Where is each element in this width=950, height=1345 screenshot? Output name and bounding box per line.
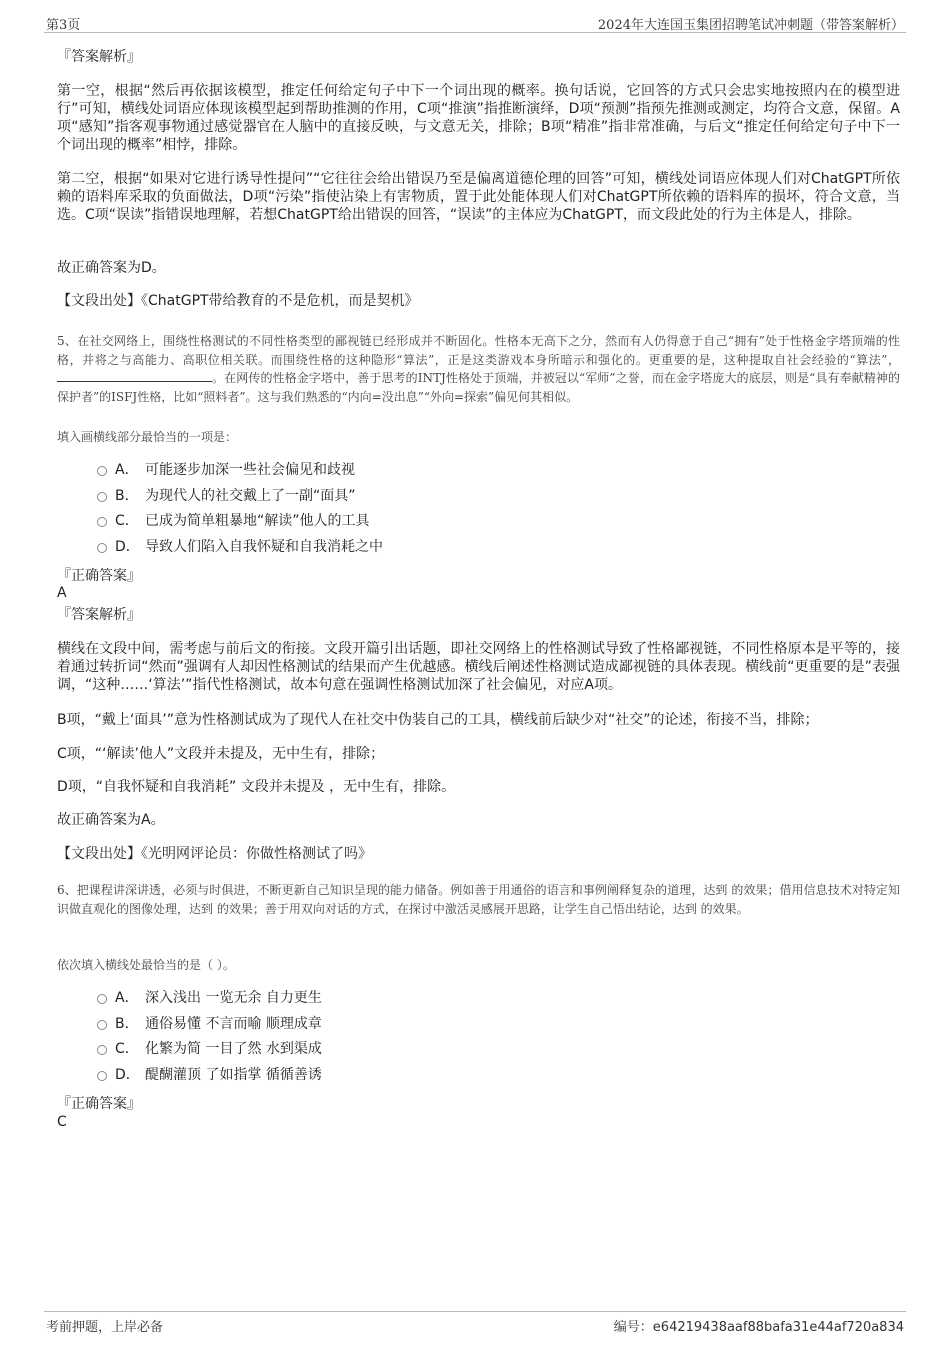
radio-button[interactable] xyxy=(97,994,107,1004)
option-d[interactable]: D． 醍醐灌顶 了如指掌 循循善诱 xyxy=(97,1063,900,1089)
radio-button[interactable] xyxy=(97,1020,107,1030)
option-b[interactable]: B． 通俗易懂 不言而喻 顺理成章 xyxy=(97,1012,900,1038)
question-6-prompt: 依次填入横线处最恰当的是（ ）。 xyxy=(57,958,235,972)
document-title: 2024年大连国玉集团招聘笔试冲刺题（带答案解析） xyxy=(597,18,904,33)
radio-button[interactable] xyxy=(97,1045,107,1055)
correct-answer: C xyxy=(57,1114,67,1130)
analysis-paragraph: B项，“戴上‘面具’”意为性格测试成为了现代人在社交中伪装自己的工具，横线前后缺少对“社交”的论述，衔接不当，排除； xyxy=(57,712,819,728)
page-footer xyxy=(44,1311,906,1334)
analysis-paragraph: 第二空，根据“如果对它进行诱导性提问”“它往往会给出错误乃至是偏离道德伦理的回答”可知，横线处词语应体现人们对ChatGPT所依赖的语料库采取的负面做法，D项“污染”指使沾染上有害物质，置于此处能体现人们对ChatGPT所依赖的语料库的损坏，符合文意，当选。C项“误读”指错误地理解，若想ChatGPT给出错误的回答，“误读”的主体应为ChatGPT，而文段此处的行为主体是人，排除。 xyxy=(57,171,900,223)
analysis-label: 『答案解析』 xyxy=(57,607,141,623)
answer-label: 『正确答案』 xyxy=(57,568,141,584)
page-header xyxy=(44,12,906,33)
option-a[interactable]: A． 深入浅出 一览无余 自力更生 xyxy=(97,986,900,1012)
analysis-paragraph: C项，“‘解读’他人”文段并未提及，无中生有，排除； xyxy=(57,746,385,762)
answer-blank xyxy=(57,369,212,382)
question-5-prompt: 填入画横线部分最恰当的一项是： xyxy=(57,430,238,444)
option-c[interactable]: C． 已成为简单粗暴地“解读”他人的工具 xyxy=(97,509,900,535)
correct-answer: A xyxy=(57,585,67,601)
radio-button[interactable] xyxy=(97,466,107,476)
source-citation: 【文段出处】《ChatGPT带给教育的不是危机，而是契机》 xyxy=(57,293,419,309)
document-id: 编号：e64219438aaf88bafa31e44af720a834 xyxy=(613,1320,904,1335)
option-b[interactable]: B． 为现代人的社交戴上了一副“面具” xyxy=(97,484,900,510)
source-citation: 【文段出处】《光明网评论员：你做性格测试了吗》 xyxy=(57,846,372,862)
conclusion: 故正确答案为D。 xyxy=(57,260,166,276)
footer-slogan: 考前押题，上岸必备 xyxy=(46,1320,164,1335)
question-5-options xyxy=(97,458,900,560)
analysis-paragraph: 横线在文段中间，需考虑与前后文的衔接。文段开篇引出话题，即社交网络上的性格测试导致了性格鄙视链，不同性格原本是平等的，接着通过转折词“然而”强调有人却因性格测试的结果而产生优越感。横线后阐述性格测试造成鄙视链的具体表现。横线前“更重要的是”表强调，“这种……‘算法’”指代性格测试，故本句意在强调性格测试加深了社会偏见，对应A项。 xyxy=(57,641,900,693)
question-6-text: 6、把课程讲深讲透，必须与时俱进，不断更新自己知识呈现的能力储备。例如善于用通俗的语言和事例阐释复杂的道理，达到 的效果；借用信息技术对特定知识做直观化的图像处理，达到 的效果；善于用双向对话的方式，在探讨中激活灵感展开思路，让学生自己悟出结论，达到 的效果。 xyxy=(57,883,900,916)
analysis-paragraph: D项，“自我怀疑和自我消耗” 文段并未提及 ，无中生有，排除。 xyxy=(57,779,456,795)
option-a[interactable]: A． 可能逐步加深一些社会偏见和歧视 xyxy=(97,458,900,484)
page-number: 第3页 xyxy=(46,18,81,33)
analysis-paragraph: 第一空，根据“然后再依据该模型，推定任何给定句子中下一个词出现的概率。换句话说，它回答的方式只会忠实地按照内在的模型进行”可知，横线处词语应体现该模型起到帮助推测的作用，C项“推演”指推断演绎，D项“预测”指预先推测或测定，均符合文意，保留。A项“感知”指客观事物通过感觉器官在人脑中的直接反映，与文意无关，排除；B项“精准”指非常准确，与后文“推定任何给定句子中下一个词出现的概率”相悖，排除。 xyxy=(57,83,900,153)
question-6-options xyxy=(97,986,900,1088)
question-5-text: 5、在社交网络上，围绕性格测试的不同性格类型的鄙视链已经形成并不断固化。性格本无高下之分，然而有人仍得意于自己“拥有”处于性格金字塔顶端的性格，并将之与高能力、高职位相关联。而围绕性格的这种隐形“算法”，正是这类游戏本身所暗示和强化的。更重要的是，这种提取自社会经验的“算法”，。在网传的性格金字塔中，善于思考的INTJ性格处于顶端，并被冠以“军师”之誉，而在金字塔庞大的底层，则是“具有奉献精神的保护者”的ISFJ性格，比如“照料者”。这与我们熟悉的“内向=没出息”“外向=探索”偏见何其相似。 xyxy=(57,334,900,404)
radio-button[interactable] xyxy=(97,1071,107,1081)
radio-button[interactable] xyxy=(97,492,107,502)
answer-label: 『正确答案』 xyxy=(57,1096,141,1112)
conclusion: 故正确答案为A。 xyxy=(57,812,165,828)
radio-button[interactable] xyxy=(97,517,107,527)
option-c[interactable]: C． 化繁为简 一目了然 水到渠成 xyxy=(97,1037,900,1063)
analysis-label: 『答案解析』 xyxy=(57,49,141,65)
radio-button[interactable] xyxy=(97,543,107,553)
option-d[interactable]: D． 导致人们陷入自我怀疑和自我消耗之中 xyxy=(97,535,900,561)
